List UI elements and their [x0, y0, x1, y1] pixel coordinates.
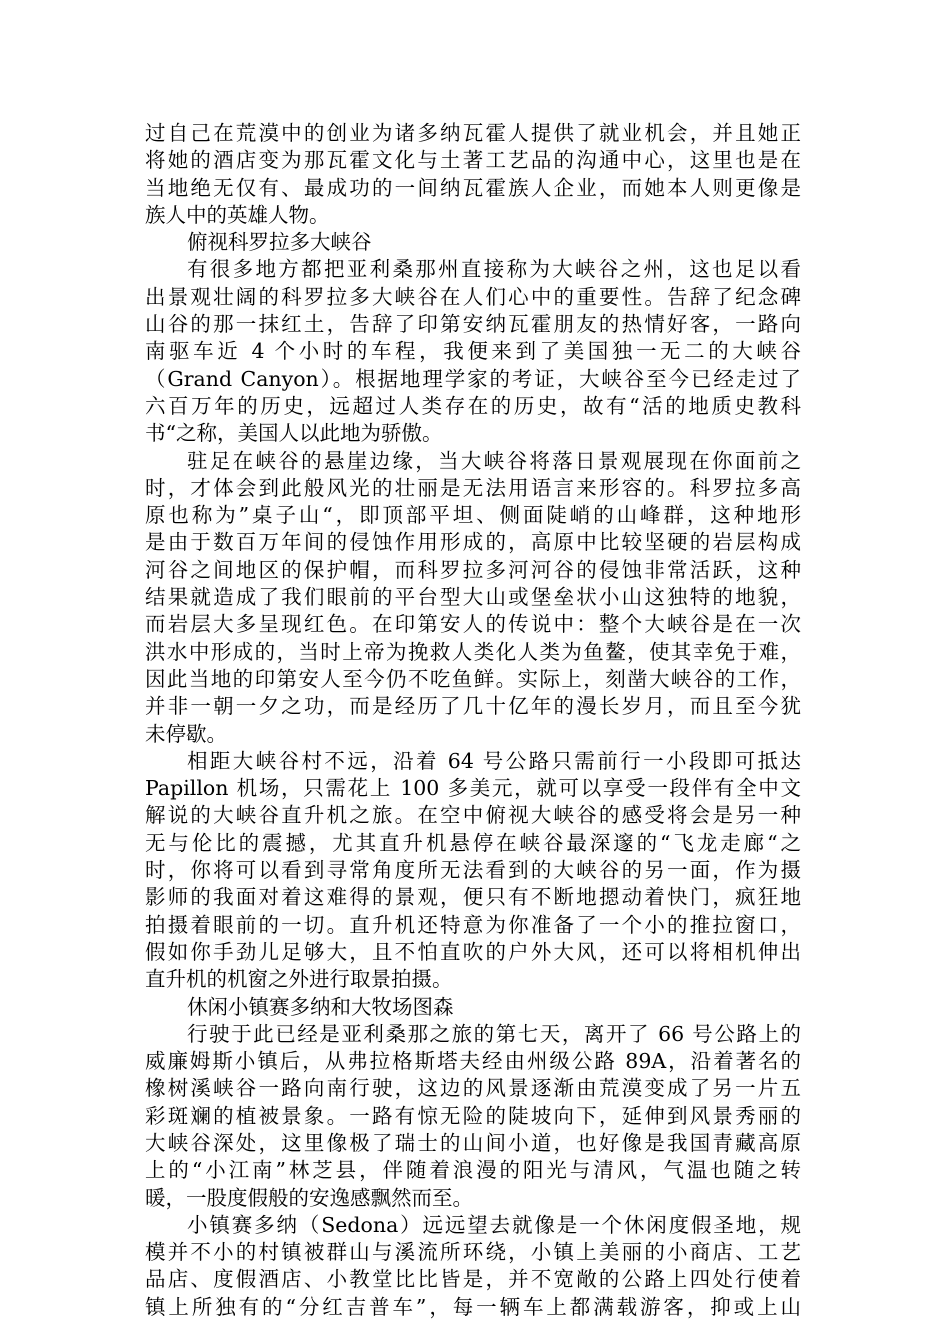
- text-line: 暖，一股度假般的安逸感飘然而至。: [145, 1185, 473, 1210]
- text-line: 族人中的英雄人物。: [145, 202, 330, 227]
- text-line: 驻足在峡谷的悬崖边缘，当大峡谷将落日景观展现在你面前之: [187, 448, 801, 473]
- text-line: 彩斑斓的植被景象。一路有惊无险的陡坡向下，延伸到风景秀丽的: [145, 1103, 801, 1128]
- body-paragraph: [145, 1021, 801, 1212]
- text-line: Papillon 机场，只需花上 100 多美元，就可以享受一段伴有全中文: [145, 776, 801, 801]
- text-line: 结果就造成了我们眼前的平台型大山或堡垒状小山这独特的地貌，: [145, 585, 801, 610]
- text-line: 拍摄着眼前的一切。直升机还特意为你准备了一个小的推拉窗口，: [145, 912, 801, 937]
- text-line: 将她的酒店变为那瓦霍文化与土著工艺品的沟通中心，这里也是在: [145, 148, 801, 173]
- text-line: 威廉姆斯小镇后，从弗拉格斯塔夫经由州级公路 89A，沿着著名的: [145, 1049, 801, 1074]
- text-line: 当地绝无仅有、最成功的一间纳瓦霍族人企业，而她本人则更像是: [145, 175, 801, 200]
- text-line: 假如你手劲儿足够大，且不怕直吹的户外大风，还可以将相机伸出: [145, 939, 801, 964]
- section-heading: [145, 229, 801, 256]
- text-line: 大峡谷深处，这里像极了瑞士的山间小道，也好像是我国青藏高原: [145, 1130, 801, 1155]
- text-line: 未停歇。: [145, 721, 227, 746]
- text-line: 时，才体会到此般风光的壮丽是无法用语言来形容的。科罗拉多高: [145, 475, 801, 500]
- text-line: 小镇赛多纳（Sedona）远远望去就像是一个休闲度假圣地，规: [187, 1212, 801, 1237]
- body-paragraph: [145, 1212, 801, 1321]
- text-line: 六百万年的历史，远超过人类存在的历史，故有“活的地质史教科: [145, 393, 801, 418]
- text-line: 解说的大峡谷直升机之旅。在空中俯视大峡谷的感受将会是另一种: [145, 803, 801, 828]
- heading-text: 俯视科罗拉多大峡谷: [187, 230, 372, 255]
- body-paragraph: [145, 256, 801, 447]
- text-line: 相距大峡谷村不远，沿着 64 号公路只需前行一小段即可抵达: [187, 748, 801, 773]
- text-line: 影师的我面对着这难得的景观，便只有不断地摁动着快门，疯狂地: [145, 885, 801, 910]
- document-page: [145, 120, 801, 1321]
- text-line: 山谷的那一抹红土，告辞了印第安纳瓦霍朋友的热情好客，一路向: [145, 312, 801, 337]
- text-line: 河谷之间地区的保护帽，而科罗拉多河河谷的侵蚀非常活跃，这种: [145, 557, 801, 582]
- text-line: 洪水中形成的，当时上帝为挽救人类化人类为鱼鳌，使其幸免于难，: [145, 639, 801, 664]
- text-line: 而岩层大多呈现红色。在印第安人的传说中：整个大峡谷是在一次: [145, 612, 801, 637]
- text-line: 有很多地方都把亚利桑那州直接称为大峡谷之州，这也足以看: [187, 257, 801, 282]
- text-line: 品店、度假酒店、小教堂比比皆是，并不宽敞的公路上四处行使着: [145, 1267, 801, 1292]
- body-paragraph: [145, 448, 801, 748]
- text-line: 模并不小的村镇被群山与溪流所环绕，小镇上美丽的小商店、工艺: [145, 1240, 801, 1265]
- text-line: 过自己在荒漠中的创业为诸多纳瓦霍人提供了就业机会，并且她正: [145, 121, 801, 145]
- section-heading: [145, 994, 801, 1021]
- text-line: 上的“小江南”林芝县，伴随着浪漫的阳光与清风，气温也随之转: [145, 1158, 801, 1183]
- text-line: 直升机的机窗之外进行取景拍摄。: [145, 967, 453, 992]
- heading-text: 休闲小镇赛多纳和大牧场图森: [187, 994, 454, 1019]
- text-line: 出景观壮阔的科罗拉多大峡谷在人们心中的重要性。告辞了纪念碑: [145, 284, 801, 309]
- text-line: 时，你将可以看到寻常角度所无法看到的大峡谷的另一面，作为摄: [145, 858, 801, 883]
- body-paragraph: [145, 748, 801, 994]
- text-line: 橡树溪峡谷一路向南行驶，这边的风景逐渐由荒漠变成了另一片五: [145, 1076, 801, 1101]
- text-line: 因此当地的印第安人至今仍不吃鱼鲜。实际上，刻凿大峡谷的工作，: [145, 666, 801, 691]
- text-line: 原也称为”桌子山“，即顶部平坦、侧面陡峭的山峰群，这种地形: [145, 503, 801, 528]
- text-line: 南驱车近 4 个小时的车程，我便来到了美国独一无二的大峡谷: [145, 339, 801, 364]
- text-line: 行驶于此已经是亚利桑那之旅的第七天，离开了 66 号公路上的: [187, 1021, 801, 1046]
- text-line: 无与伦比的震撼，尤其直升机悬停在峡谷最深邃的“飞龙走廊“之: [145, 830, 801, 855]
- body-paragraph: [145, 120, 801, 229]
- text-line: （Grand Canyon）。根据地理学家的考证，大峡谷至今已经走过了: [145, 366, 801, 391]
- text-line: 并非一朝一夕之功，而是经历了几十亿年的漫长岁月，而且至今犹: [145, 694, 801, 719]
- text-line: 书“之称，美国人以此地为骄傲。: [145, 421, 443, 446]
- text-line: 镇上所独有的“分红吉普车”，每一辆车上都满载游客，抑或上山: [145, 1294, 801, 1319]
- text-line: 是由于数百万年间的侵蚀作用形成的，高原中比较坚硬的岩层构成: [145, 530, 801, 555]
